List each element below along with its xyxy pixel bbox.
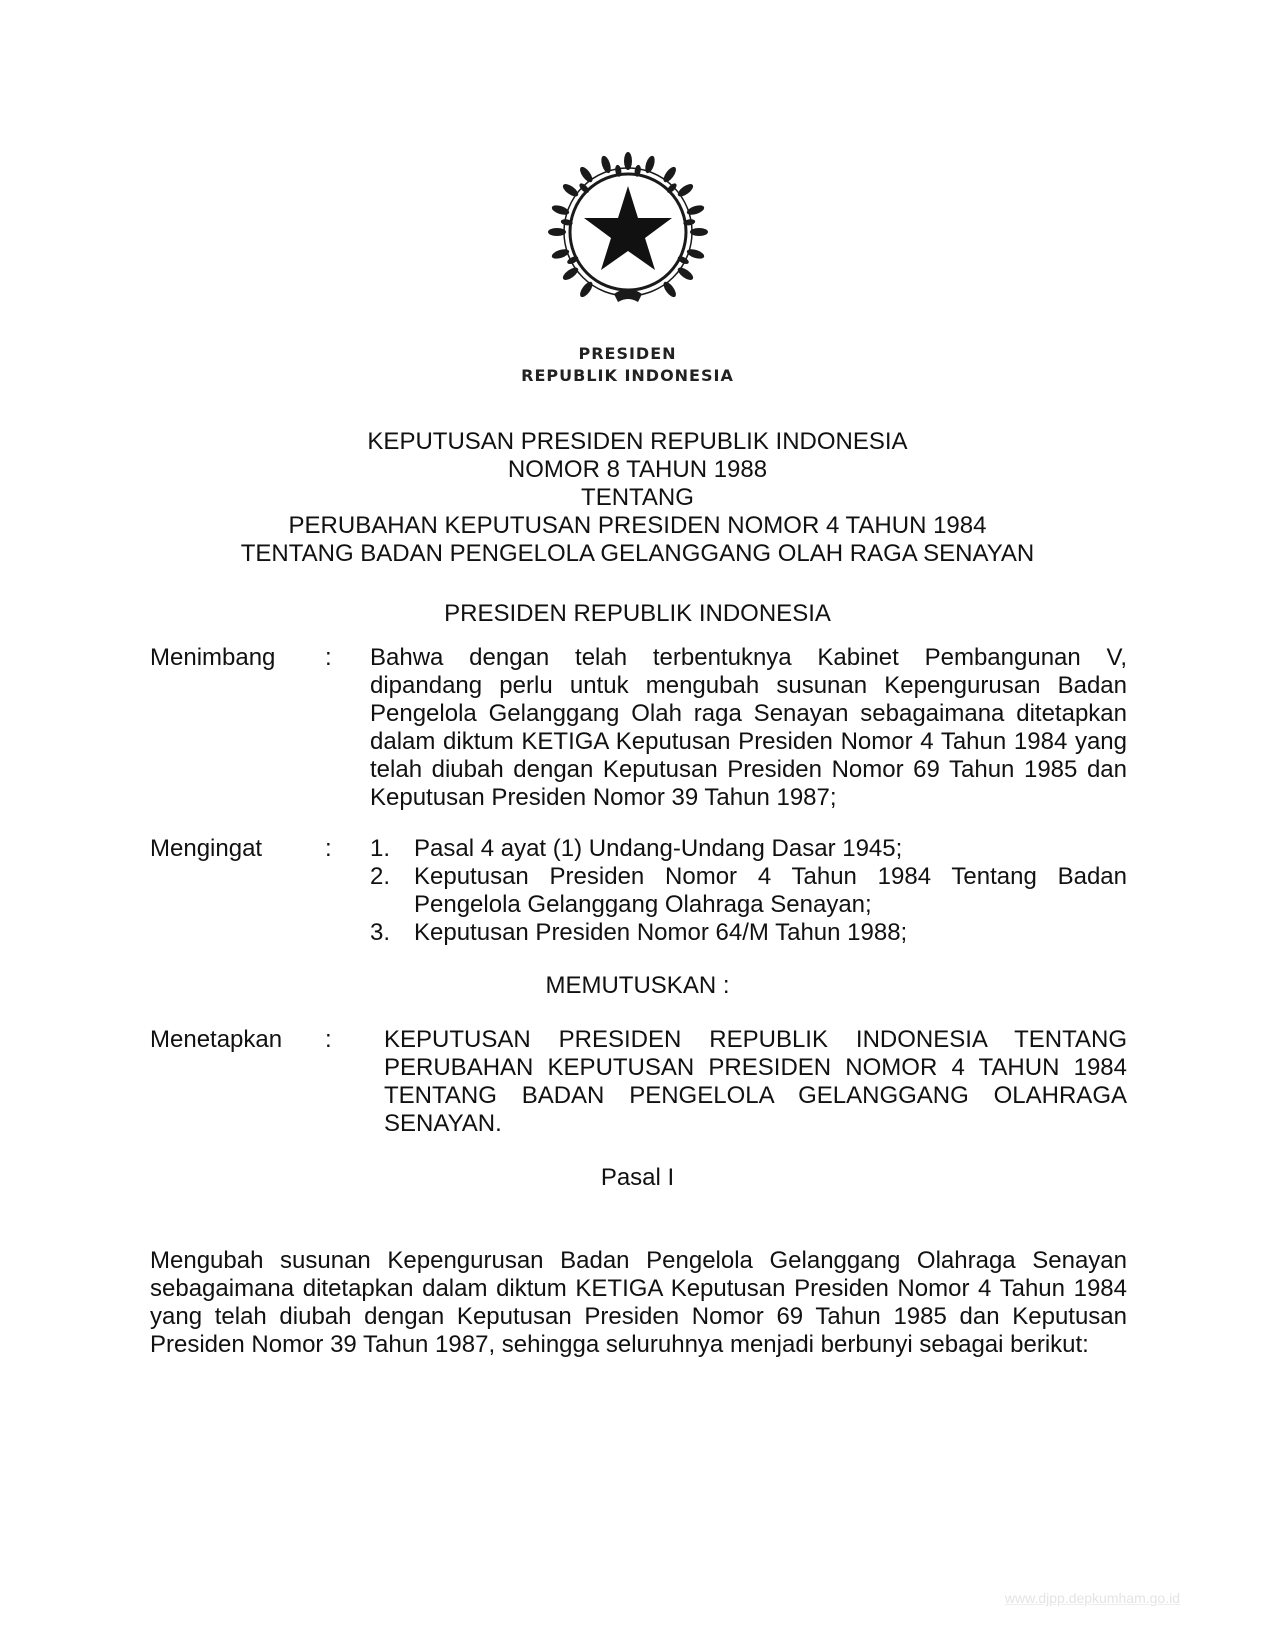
menetapkan-text: KEPUTUSAN PRESIDEN REPUBLIK INDONESIA TENTANG PERUBAHAN KEPUTUSAN PRESIDEN NOMOR 4 TAHUN 1984 TENTANG BADAN PENGELOLA GELANGGANG OLAHRAGA SENAYAN. xyxy=(384,1026,1127,1137)
title-line2: NOMOR 8 TAHUN 1988 xyxy=(507,456,768,483)
pasal-heading: Pasal I xyxy=(600,1164,675,1191)
list-item-text: Pasal 4 ayat (1) Undang-Undang Dasar 1945; xyxy=(414,835,903,862)
list-item xyxy=(370,863,1127,919)
title-line4: PERUBAHAN KEPUTUSAN PRESIDEN NOMOR 4 TAHUN 1984 xyxy=(288,512,987,539)
memutuskan-heading: MEMUTUSKAN : xyxy=(545,972,730,999)
source-watermark: www.djpp.depkumham.go.id xyxy=(1004,1590,1180,1606)
menetapkan-label: Menetapkan xyxy=(150,1026,283,1053)
list-item-number: 1. xyxy=(370,835,391,862)
mengingat-label: Mengingat xyxy=(150,835,263,862)
mengingat-list xyxy=(370,835,1127,947)
list-item xyxy=(370,919,1127,947)
list-item xyxy=(370,835,1127,863)
seal-caption-line2: REPUBLIK INDONESIA xyxy=(521,366,734,385)
menetapkan-colon: : xyxy=(325,1026,332,1053)
title-line3: TENTANG xyxy=(581,484,694,511)
seal-caption xyxy=(440,343,815,387)
document-title xyxy=(150,428,1125,568)
list-item-number: 3. xyxy=(370,919,391,946)
title-line1: KEPUTUSAN PRESIDEN REPUBLIK INDONESIA xyxy=(367,428,908,455)
garuda-star-wreath-seal-icon xyxy=(548,152,708,312)
list-item-text: Keputusan Presiden Nomor 4 Tahun 1984 Tentang Badan Pengelola Gelanggang Olahraga Senayan; xyxy=(414,863,1127,918)
list-item-text: Keputusan Presiden Nomor 64/M Tahun 1988; xyxy=(414,919,908,946)
pasal-paragraph: Mengubah susunan Kepengurusan Badan Pengelola Gelanggang Olahraga Senayan sebagaimana ditetapkan dalam diktum KETIGA Keputusan Presiden Nomor 4 Tahun 1984 yang telah diubah dengan Keputusan Presiden Nomor 69 Tahun 1985 dan Keputusan Presiden Nomor 39 Tahun 1987, sehingga seluruhnya menjadi berbunyi sebagai berikut: xyxy=(150,1247,1127,1358)
title-line5: TENTANG BADAN PENGELOLA GELANGGANG OLAH RAGA SENAYAN xyxy=(240,540,1035,567)
menimbang-colon: : xyxy=(325,644,332,671)
mengingat-colon: : xyxy=(325,835,332,862)
seal-caption-line1: PRESIDEN xyxy=(578,344,677,363)
presidential-seal xyxy=(548,152,708,312)
menimbang-text: Bahwa dengan telah terbentuknya Kabinet Pembangunan V, dipandang perlu untuk mengubah susunan Kepengurusan Badan Pengelola Gelanggang Olah raga Senayan sebagaimana ditetapkan dalam diktum KETIGA Keputusan Presiden Nomor 4 Tahun 1984 yang telah diubah dengan Keputusan Presiden Nomor 69 Tahun 1985 dan Keputusan Presiden Nomor 39 Tahun 1987; xyxy=(370,644,1127,811)
list-item-number: 2. xyxy=(370,863,391,890)
president-heading: PRESIDEN REPUBLIK INDONESIA xyxy=(444,600,831,627)
menimbang-label: Menimbang xyxy=(150,644,276,671)
